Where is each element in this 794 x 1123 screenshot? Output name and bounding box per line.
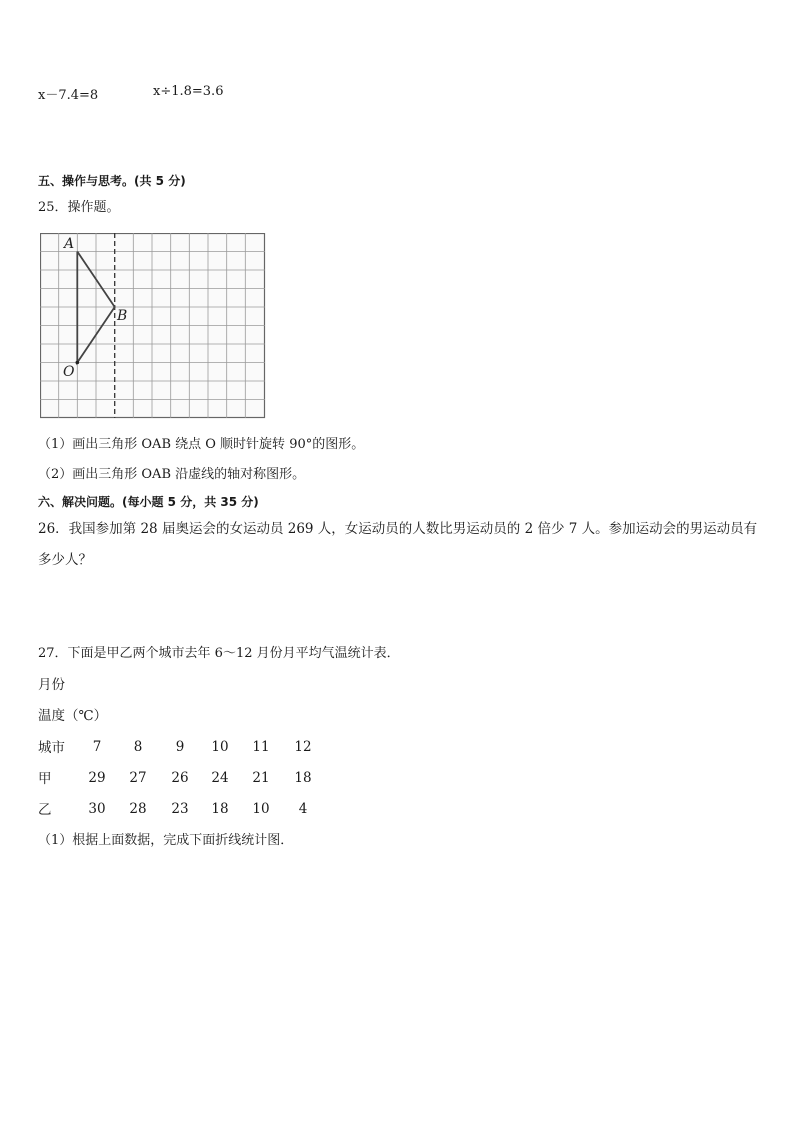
- table-header-cell: 10: [211, 739, 229, 755]
- table-header-city: 城市: [38, 740, 65, 756]
- label-a: A: [64, 236, 75, 252]
- table-cell: 23: [171, 801, 189, 817]
- question-27-title: 27．下面是甲乙两个城市去年 6～12 月份月平均气温统计表．: [38, 646, 400, 661]
- table-row-city: 乙: [38, 802, 52, 818]
- table-cell: 26: [171, 770, 189, 786]
- table-cell: 28: [129, 801, 147, 817]
- grid-figure: [40, 233, 266, 423]
- question-26-line-1: 26．我国参加第 28 届奥运会的女运动员 269 人，女运动员的人数比男运动员的 2 倍少 7 人。参加运动会的男运动员有: [38, 521, 758, 537]
- table-cell: 29: [88, 770, 106, 786]
- table-cell: 24: [211, 770, 229, 786]
- task-1: （1）画出三角形 OAB 绕点 O 顺时针旋转 90°的图形。: [38, 437, 365, 452]
- label-o: O: [63, 364, 75, 380]
- table-cell: 21: [252, 770, 270, 786]
- table-cell: 30: [88, 801, 106, 817]
- table-header-cell: 12: [294, 739, 312, 755]
- section-5-heading: 五、操作与思考。(共 5 分): [38, 174, 186, 188]
- equation-1: x－7.4=8: [38, 88, 99, 103]
- task-2: （2）画出三角形 OAB 沿虚线的轴对称图形。: [38, 467, 306, 482]
- table-header-cell: 8: [133, 739, 143, 755]
- table-temp-label: 温度（℃）: [38, 708, 108, 724]
- grid-svg: [40, 233, 266, 419]
- table-cell: 10: [252, 801, 270, 817]
- point-o: [76, 361, 80, 365]
- section-6-heading: 六、解决问题。(每小题 5 分，共 35 分): [38, 495, 259, 509]
- table-cell: 4: [298, 801, 308, 817]
- table-header-cell: 9: [175, 739, 185, 755]
- table-cell: 18: [294, 770, 312, 786]
- table-month-label: 月份: [38, 677, 65, 693]
- table-header-cell: 7: [92, 739, 102, 755]
- question-25-title: 25．操作题。: [38, 200, 120, 215]
- label-b: B: [117, 308, 128, 324]
- table-row-city: 甲: [38, 771, 52, 787]
- equation-2: x÷1.8=3.6: [153, 84, 224, 99]
- question-27-task-1: （1）根据上面数据，完成下面折线统计图．: [38, 833, 294, 848]
- table-header-cell: 11: [252, 739, 270, 755]
- question-26-line-2: 多少人？: [38, 552, 92, 568]
- table-cell: 27: [129, 770, 147, 786]
- table-cell: 18: [211, 801, 229, 817]
